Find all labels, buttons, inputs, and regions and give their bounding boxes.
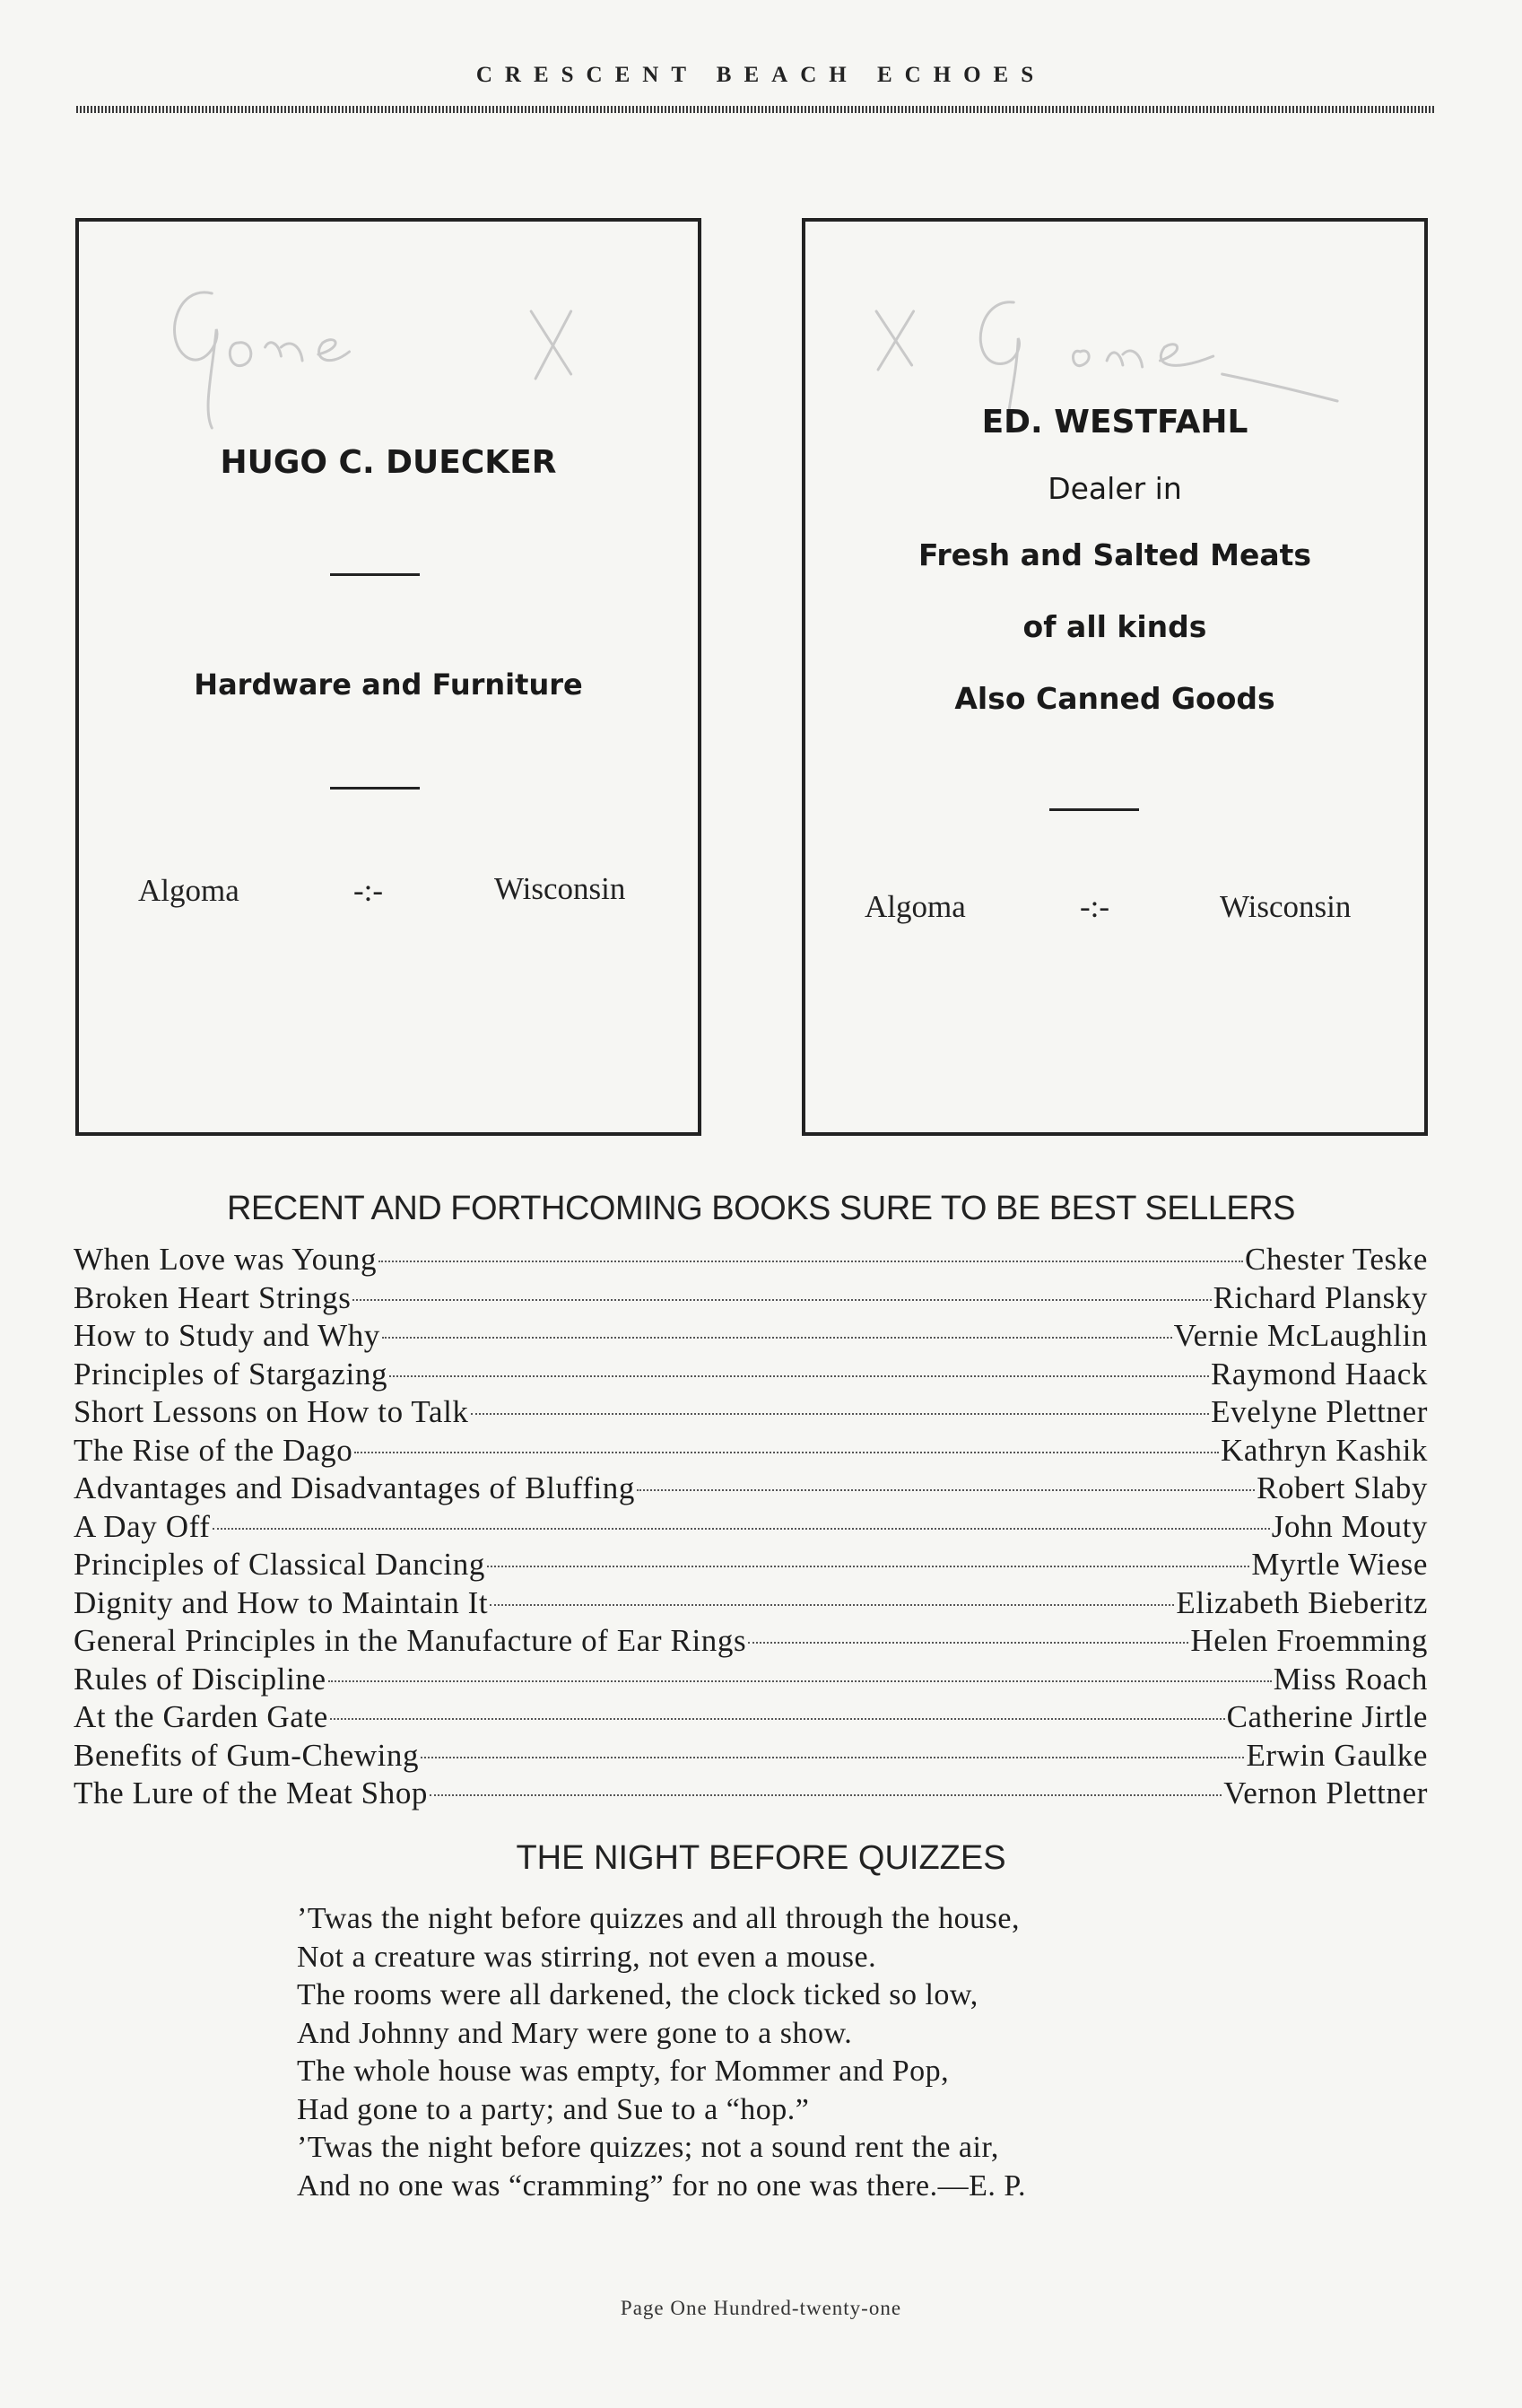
book-title: The Lure of the Meat Shop — [74, 1775, 429, 1810]
dot-leader — [389, 1375, 1209, 1377]
dot-leader — [430, 1794, 1222, 1796]
dot-leader — [421, 1757, 1244, 1758]
dot-leader — [471, 1413, 1210, 1415]
ad-divider — [330, 787, 420, 790]
poem-line: And no one was “cramming” for no one was there.—E. P. — [297, 2168, 1027, 2203]
book-row — [74, 1279, 1428, 1318]
book-author: Vernon Plettner — [1223, 1775, 1428, 1810]
book-title: Rules of Discipline — [74, 1661, 326, 1697]
dot-leader — [748, 1642, 1188, 1644]
dot-leader — [382, 1337, 1172, 1339]
book-title: How to Study and Why — [74, 1318, 380, 1353]
poem-line: Not a creature was stirring, not even a mouse. — [297, 1940, 877, 1974]
book-title: When Love was Young — [74, 1242, 378, 1277]
dot-leader — [637, 1489, 1255, 1491]
ad-business-line: of all kinds — [1022, 609, 1207, 644]
book-title: General Principles in the Manufacture of Ear Rings — [74, 1623, 747, 1658]
ad-business-line: Also Canned Goods — [954, 681, 1275, 716]
book-author: Evelyne Plettner — [1211, 1394, 1428, 1429]
header-rule — [76, 106, 1435, 113]
book-row — [74, 1356, 1428, 1394]
book-title: At the Garden Gate — [74, 1699, 328, 1734]
book-title: Broken Heart Strings — [74, 1279, 352, 1315]
ad-business-name: HUGO C. DUECKER — [220, 444, 557, 481]
book-row — [74, 1622, 1428, 1661]
book-author: Raymond Haack — [1210, 1356, 1428, 1392]
poem-title: THE NIGHT BEFORE QUIZZES — [516, 1839, 1006, 1877]
dot-leader — [328, 1680, 1272, 1682]
ad-business-name: ED. WESTFAHL — [981, 404, 1248, 441]
book-author: John Mouty — [1271, 1508, 1428, 1544]
poem-line: The rooms were all darkened, the clock ticked so low, — [297, 1978, 978, 2011]
ad-hugo-duecker — [75, 218, 701, 1136]
poem-line: ’Twas the night before quizzes; not a sound rent the air, — [297, 2131, 999, 2164]
ad-state: Wisconsin — [1220, 889, 1352, 924]
book-row — [74, 1698, 1428, 1737]
book-author: Kathryn Kashik — [1221, 1432, 1428, 1468]
ad-city: Algoma — [138, 873, 239, 908]
book-title: Principles of Classical Dancing — [74, 1547, 485, 1582]
book-row — [74, 1241, 1428, 1279]
ad-divider — [330, 573, 420, 576]
dot-leader — [213, 1528, 1270, 1530]
dot-leader — [352, 1299, 1211, 1301]
poem-line: Had gone to a party; and Sue to a “hop.” — [297, 2092, 810, 2126]
book-title: Short Lessons on How to Talk — [74, 1394, 469, 1429]
dot-leader — [354, 1452, 1219, 1453]
book-row — [74, 1661, 1428, 1699]
book-row — [74, 1737, 1428, 1775]
book-author: Myrtle Wiese — [1251, 1547, 1428, 1582]
book-author: Robert Slaby — [1257, 1470, 1428, 1505]
book-row — [74, 1584, 1428, 1623]
ad-divider — [1049, 808, 1139, 811]
dot-leader — [487, 1566, 1249, 1567]
handwritten-gone-annotation — [79, 257, 698, 437]
poem-line: The whole house was empty, for Mommer and Pop, — [297, 2055, 950, 2088]
book-row — [74, 1432, 1428, 1470]
book-author: Richard Plansky — [1213, 1279, 1428, 1315]
book-author: Helen Froemming — [1190, 1623, 1428, 1658]
book-row — [74, 1470, 1428, 1508]
book-author: Chester Teske — [1245, 1242, 1428, 1277]
book-row — [74, 1508, 1428, 1547]
dot-leader — [490, 1604, 1174, 1606]
poem-body — [297, 1900, 1239, 2205]
ad-separator: -:- — [353, 873, 384, 908]
book-title: Benefits of Gum-Chewing — [74, 1737, 420, 1773]
book-title: The Rise of the Dago — [74, 1432, 353, 1468]
book-row — [74, 1317, 1428, 1356]
poem-line: ’Twas the night before quizzes and all through the house, — [297, 1902, 1021, 1935]
book-row — [74, 1775, 1428, 1813]
dot-leader — [378, 1261, 1243, 1262]
book-author: Vernie McLaughlin — [1173, 1318, 1428, 1353]
book-author: Elizabeth Bieberitz — [1176, 1584, 1428, 1620]
ad-business-line: Dealer in — [1048, 471, 1182, 506]
book-title: A Day Off — [74, 1508, 211, 1544]
book-row — [74, 1546, 1428, 1584]
book-row — [74, 1393, 1428, 1432]
book-title: Advantages and Disadvantages of Bluffing — [74, 1470, 635, 1505]
book-author: Miss Roach — [1273, 1661, 1428, 1697]
book-title: Dignity and How to Maintain It — [74, 1584, 489, 1620]
book-title: Principles of Stargazing — [74, 1356, 388, 1392]
ad-ed-westfahl — [802, 218, 1428, 1136]
book-author: Erwin Gaulke — [1246, 1737, 1428, 1773]
ad-business-line: Fresh and Salted Meats — [918, 537, 1312, 572]
ad-business-line: Hardware and Furniture — [194, 667, 583, 702]
dot-leader — [330, 1718, 1225, 1720]
books-list — [74, 1241, 1428, 1813]
running-head: CRESCENT BEACH ECHOES — [475, 63, 1047, 87]
ad-city: Algoma — [865, 889, 966, 924]
ad-separator: -:- — [1080, 889, 1110, 924]
poem-line: And Johnny and Mary were gone to a show. — [297, 2016, 853, 2050]
page-number: Page One Hundred-twenty-one — [620, 2297, 902, 2319]
books-section-title: RECENT AND FORTHCOMING BOOKS SURE TO BE BEST SELLERS — [226, 1190, 1295, 1227]
ad-state: Wisconsin — [494, 871, 626, 906]
book-author: Catherine Jirtle — [1226, 1699, 1428, 1734]
